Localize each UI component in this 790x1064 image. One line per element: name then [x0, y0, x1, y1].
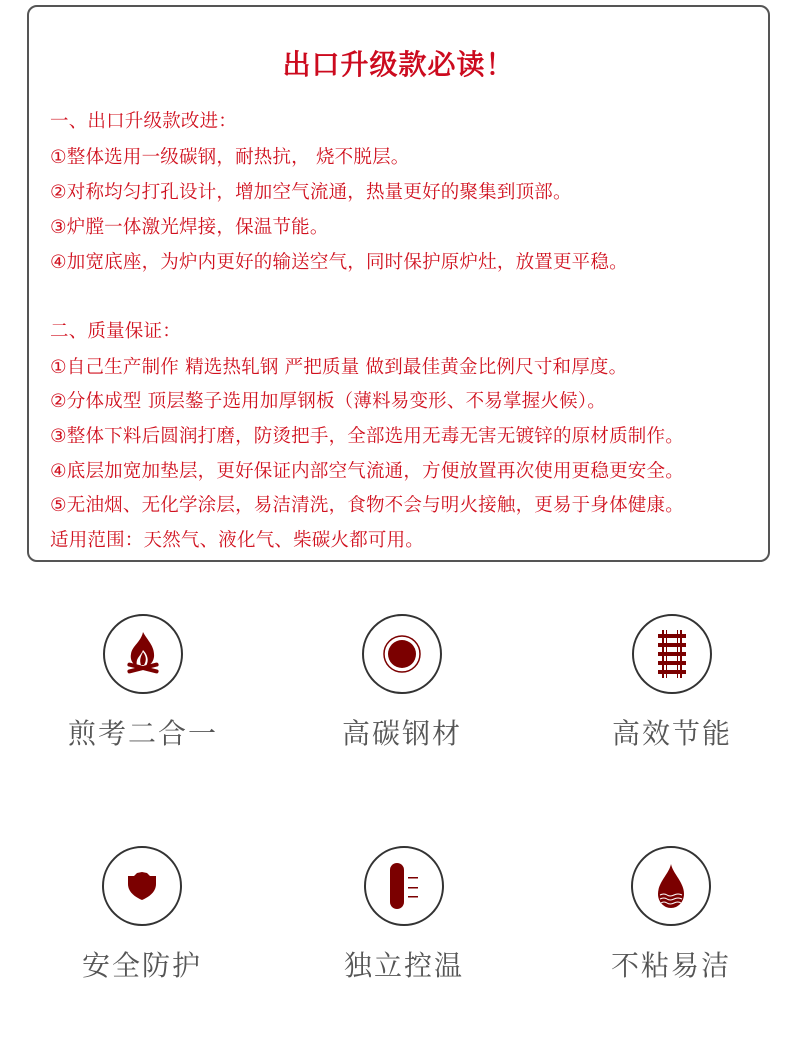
scope-text: 适用范围：天然气、液化气、柴碳火都可用。 — [50, 530, 425, 551]
feature-circle — [103, 614, 183, 694]
section2-item: ④底层加宽加垫层，更好保证内部空气流通，方便放置再次使用更稳更安全。 — [50, 461, 684, 482]
section2-item: ②分体成型 顶层鏊子选用加厚钢板（薄料易变形、不易掌握火候）。 — [50, 391, 606, 412]
feature-circle — [102, 846, 182, 926]
section2-item: ①自己生产制作 精选热轧钢 严把质量 做到最佳黄金比例尺寸和厚度。 — [50, 357, 628, 378]
feature-circle — [362, 614, 442, 694]
thermometer-icon — [386, 863, 422, 909]
feature-safety-protection — [42, 846, 242, 984]
feature-grill-two-in-one — [43, 614, 243, 752]
campfire-icon — [121, 630, 165, 678]
feature-label: 高碳钢材 — [341, 717, 462, 750]
target-dot-icon — [382, 634, 422, 674]
feature-circle — [631, 846, 711, 926]
notice-title: 出口升级款必读！ — [282, 48, 515, 81]
section1-item: ④加宽底座，为炉内更好的输送空气，同时保护原炉灶，放置更平稳。 — [50, 252, 628, 273]
section2-item: ③整体下料后圆润打磨，防烫把手，全部选用无毒无害无镀锌的原材质制作。 — [50, 426, 684, 447]
section2-heading: 二、质量保证： — [50, 321, 181, 342]
feature-label: 高效节能 — [611, 717, 732, 750]
feature-independent-temp-control — [304, 846, 504, 984]
feature-energy-saving — [572, 614, 772, 752]
section2-item: ⑤无油烟、无化学涂层，易洁清洗，食物不会与明火接触，更易于身体健康。 — [50, 495, 684, 516]
section1-item: ②对称均匀打孔设计，增加空气流通，热量更好的聚集到顶部。 — [50, 182, 572, 203]
section1-item: ③炉膛一体激光焊接，保温节能。 — [50, 217, 329, 238]
section1-heading: 一、出口升级款改进： — [50, 111, 238, 132]
feature-label: 安全防护 — [81, 949, 202, 982]
feature-label: 独立控温 — [343, 949, 464, 982]
feature-non-stick-easy-clean — [571, 846, 771, 984]
feature-circle — [364, 846, 444, 926]
shield-icon — [127, 872, 157, 900]
section1-item: ①整体选用一级碳钢，耐热抗， 烧不脱层。 — [50, 147, 410, 168]
feature-label: 煎考二合一 — [67, 717, 218, 750]
water-drop-icon — [656, 864, 686, 908]
notice-box — [27, 5, 770, 562]
feature-high-carbon-steel — [302, 614, 502, 752]
feature-circle — [632, 614, 712, 694]
feature-label: 不粘易洁 — [610, 949, 731, 982]
rail-track-icon — [657, 630, 687, 678]
